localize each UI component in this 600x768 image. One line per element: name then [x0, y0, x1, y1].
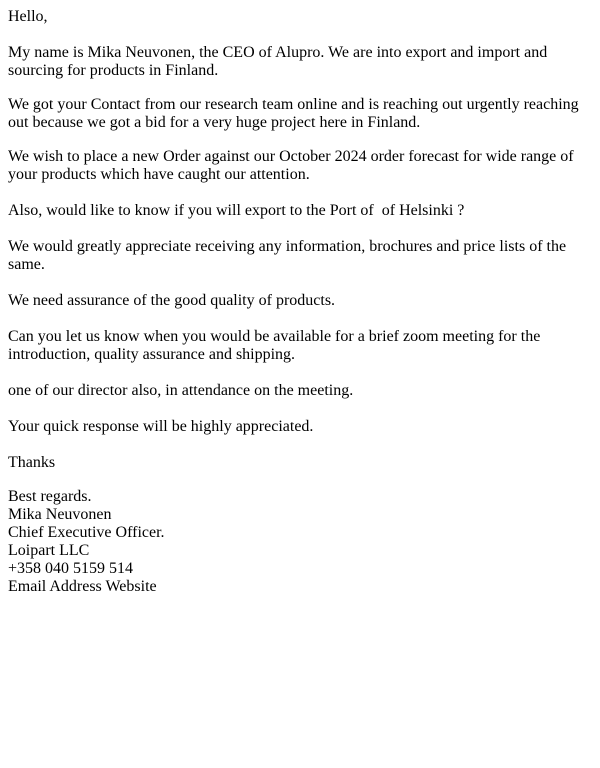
spacer — [8, 132, 592, 148]
email-paragraph-order: We wish to place a new Order against our October 2024 order forecast for wide range of your products which have caught our attention. — [8, 148, 578, 183]
spacer — [8, 220, 592, 238]
email-thanks: Thanks — [8, 454, 56, 471]
email-paragraph-port: Also, would like to know if you will export to the Port of of Helsinki ? — [8, 202, 465, 219]
email-address-link[interactable]: Email Address — [8, 578, 102, 595]
website-link[interactable]: Website — [105, 578, 157, 595]
spacer — [8, 310, 592, 328]
spacer — [8, 184, 592, 202]
email-paragraph-contact: We got your Contact from our research team online and is reaching out urgently reaching out because we got a bid for a very huge project here in Finland. — [8, 96, 583, 131]
spacer — [8, 26, 592, 44]
email-paragraph-director: one of our director also, in attendance on the meeting. — [8, 382, 354, 399]
spacer — [8, 364, 592, 382]
spacer — [8, 274, 592, 292]
email-signature — [8, 488, 592, 596]
signature-company: Loipart LLC — [8, 542, 90, 559]
signature-closing: Best regards. — [8, 488, 92, 505]
signature-title: Chief Executive Officer. — [8, 524, 165, 541]
spacer — [8, 80, 592, 96]
signature-phone: +358 040 5159 514 — [8, 560, 134, 577]
email-paragraph-brochures: We would greatly appreciate receiving any information, brochures and price lists of the same. — [8, 238, 571, 273]
spacer — [8, 436, 592, 454]
email-paragraph-response: Your quick response will be highly appreciated. — [8, 418, 314, 435]
email-greeting: Hello, — [8, 8, 48, 25]
email-paragraph-meeting: Can you let us know when you would be available for a brief zoom meeting for the introduction, quality assurance and shipping. — [8, 328, 545, 363]
email-paragraph-intro: My name is Mika Neuvonen, the CEO of Alupro. We are into export and import and sourcing for products in Finland. — [8, 44, 552, 79]
email-paragraph-quality: We need assurance of the good quality of products. — [8, 292, 336, 309]
spacer — [8, 472, 592, 488]
signature-name: Mika Neuvonen — [8, 506, 112, 523]
spacer — [8, 400, 592, 418]
signature-links — [8, 578, 592, 596]
